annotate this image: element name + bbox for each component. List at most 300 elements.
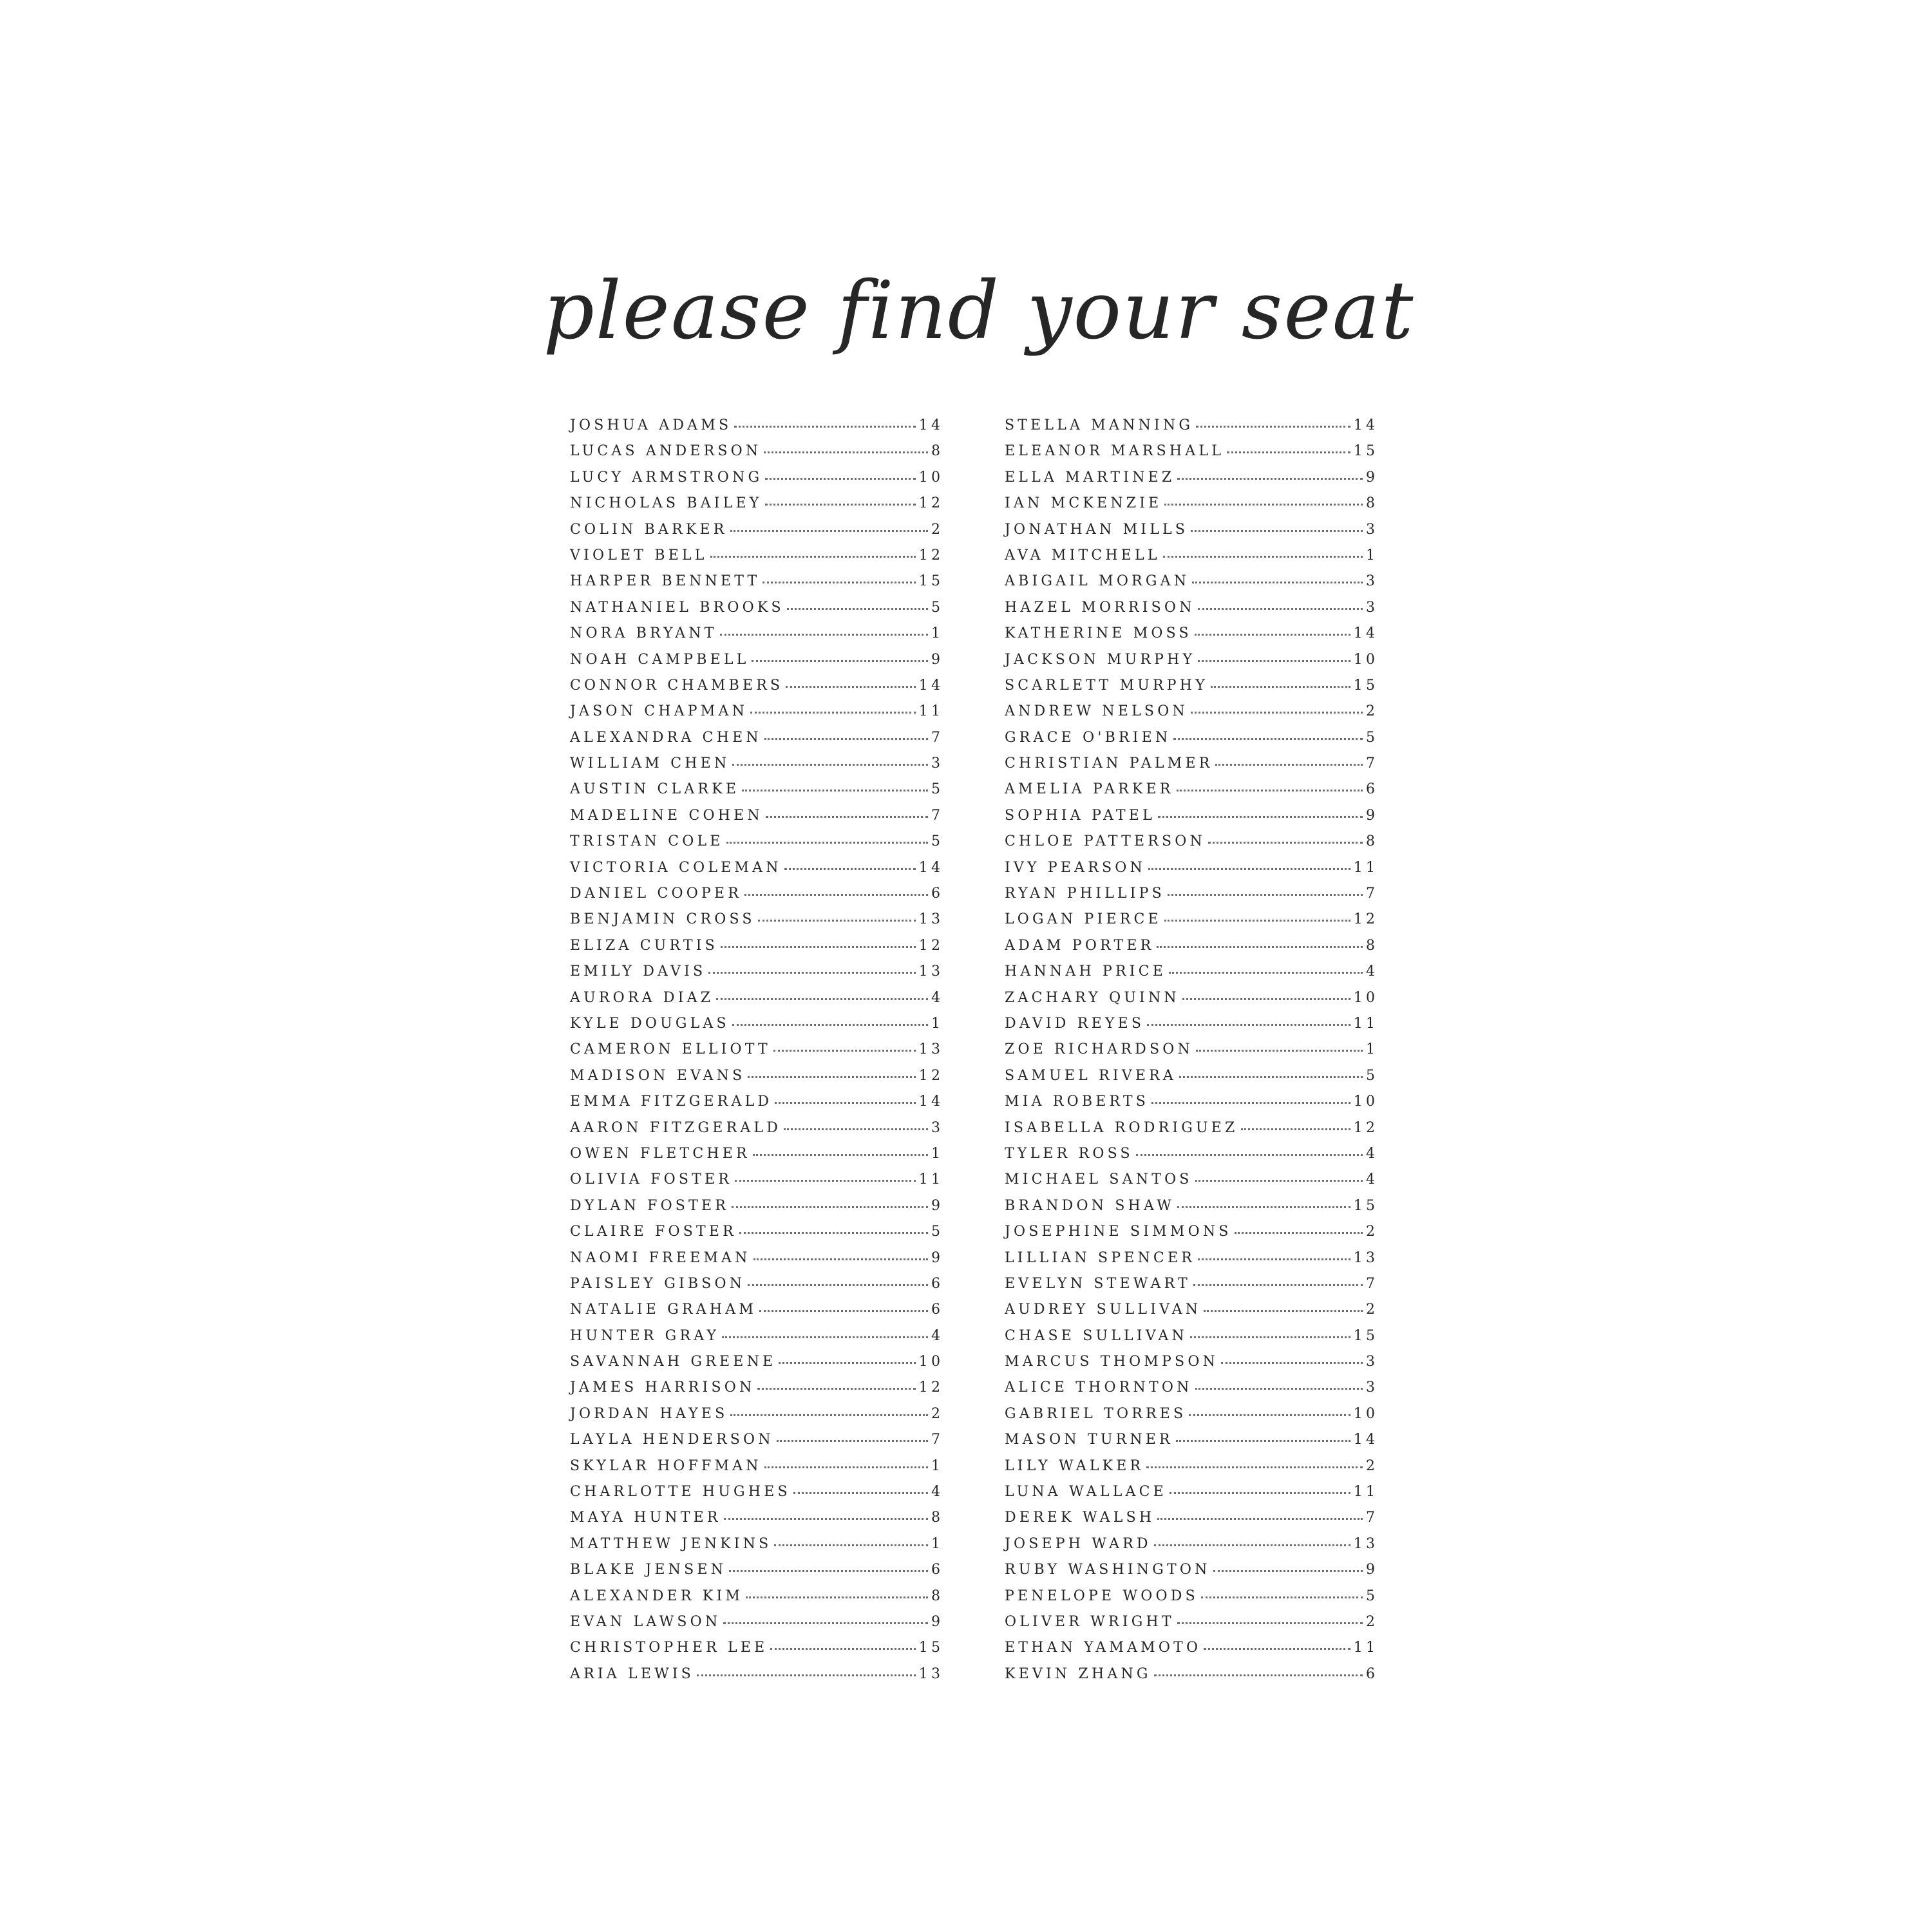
guest-row [570,1119,944,1146]
guest-name: CONNOR CHAMBERS [570,677,784,694]
guest-name: JONATHAN MILLS [1005,521,1189,538]
table-number: 5 [931,1224,944,1240]
table-number: 8 [1365,833,1379,850]
guest-row [570,755,944,781]
table-number: 1 [1365,1041,1379,1058]
table-number: 1 [931,625,944,642]
guest-row [1005,1457,1379,1484]
dot-leader [775,1102,916,1104]
guest-name: LUCAS ANDERSON [570,443,762,460]
dot-leader [752,660,928,662]
guest-row [1005,417,1379,443]
guest-row [570,781,944,807]
guest-column-left [570,417,944,1692]
guest-row [1005,703,1379,729]
dot-leader [1158,816,1363,818]
table-number: 8 [1365,937,1379,954]
dot-leader [765,478,916,480]
table-number: 2 [1365,1302,1379,1318]
table-number: 1 [931,1535,944,1552]
table-number: 13 [918,963,944,980]
dot-leader [710,556,916,558]
guest-name: VICTORIA COLEMAN [570,859,782,876]
guest-name: JOSHUA ADAMS [570,417,732,433]
table-number: 10 [1353,651,1379,668]
dot-leader [1182,998,1350,1000]
table-number: 12 [918,937,944,954]
table-number: 1 [1365,547,1379,564]
guest-name: KYLE DOUGLAS [570,1015,730,1032]
guest-name: NICHOLAS BAILEY [570,495,762,512]
table-number: 1 [931,1015,944,1032]
dot-leader [786,686,916,688]
page-title [543,258,1415,406]
guest-name: EVAN LAWSON [570,1613,721,1630]
dot-leader [1196,1050,1363,1052]
table-number: 12 [1353,911,1379,928]
guest-row [1005,547,1379,573]
guest-row [1005,1249,1379,1276]
guest-name: IVY PEARSON [1005,859,1146,876]
guest-row [1005,1562,1379,1587]
table-number: 4 [1365,1171,1379,1188]
guest-row [1005,729,1379,755]
table-number: 9 [1365,807,1379,824]
dot-leader [732,1024,928,1026]
guest-row [570,1249,944,1276]
guest-row [1005,1587,1379,1614]
table-number: 14 [918,417,944,433]
guest-row [1005,1432,1379,1457]
guest-row [570,1613,944,1640]
guest-name: EMILY DAVIS [570,963,706,980]
guest-name: JACKSON MURPHY [1005,651,1196,668]
dot-leader [732,1206,928,1208]
dot-leader [1164,504,1363,506]
dot-leader [1215,764,1363,766]
dot-leader [724,1518,928,1520]
dot-leader [1208,842,1363,844]
guest-row [1005,599,1379,625]
dot-leader [1177,790,1363,791]
guest-row [1005,1094,1379,1119]
guest-name: HARPER BENNETT [570,573,761,590]
dot-leader [1176,1440,1350,1442]
guest-name: DAVID REYES [1005,1015,1145,1032]
table-number: 7 [931,807,944,824]
dot-leader [784,868,916,870]
dot-leader [735,1180,916,1182]
dot-leader [1191,712,1363,714]
dot-leader [1204,1310,1363,1312]
table-number: 2 [1365,703,1379,720]
table-number: 2 [931,1405,944,1422]
table-number: 12 [1353,1119,1379,1136]
table-number: 10 [1353,1094,1379,1110]
guest-name: AURORA DIAZ [570,989,714,1006]
table-number: 9 [931,1197,944,1214]
guest-row [570,729,944,755]
table-number: 14 [1353,417,1379,433]
dot-leader [739,1232,928,1234]
dot-leader [732,764,928,766]
dot-leader [774,1544,928,1546]
guest-name: SAMUEL RIVERA [1005,1067,1177,1084]
table-number: 7 [931,1432,944,1448]
guest-name: SOPHIA PATEL [1005,807,1155,824]
table-number: 2 [1365,1613,1379,1630]
guest-row [1005,1327,1379,1354]
guest-name: CHRISTOPHER LEE [570,1640,768,1656]
guest-name: JOSEPHINE SIMMONS [1005,1224,1232,1240]
dot-leader [773,1050,916,1052]
table-number: 15 [918,573,944,590]
guest-name: JORDAN HAYES [570,1405,728,1422]
table-number: 2 [1365,1224,1379,1240]
dot-leader [1189,1414,1350,1416]
guest-name: MADISON EVANS [570,1067,746,1084]
guest-name: ARIA LEWIS [570,1665,695,1682]
table-number: 14 [918,1094,944,1110]
dot-leader [1193,1284,1363,1286]
table-number: 11 [1353,1015,1379,1032]
dot-leader [1147,1024,1350,1026]
guest-name: ELIZA CURTIS [570,937,718,954]
dot-leader [1198,660,1350,662]
guest-name: OLIVIA FOSTER [570,1171,733,1188]
guest-row [570,1587,944,1614]
table-number: 7 [1365,1510,1379,1526]
guest-row [1005,755,1379,781]
table-number: 6 [931,886,944,902]
guest-row [570,886,944,911]
dot-leader [1177,1622,1363,1624]
guest-row [570,1094,944,1119]
guest-row [570,1379,944,1405]
dot-leader [764,738,928,740]
guest-name: VIOLET BELL [570,547,708,564]
guest-row [1005,1197,1379,1224]
guest-row [1005,1015,1379,1041]
table-number: 3 [1365,1379,1379,1396]
guest-row [570,677,944,703]
dot-leader [753,1154,928,1156]
guest-row [1005,1613,1379,1640]
guest-name: ZACHARY QUINN [1005,989,1180,1006]
guest-name: ANDREW NELSON [1005,703,1188,720]
dot-leader [1221,1362,1363,1364]
table-number: 9 [1365,469,1379,486]
dot-leader [730,530,928,532]
guest-name: CHRISTIAN PALMER [1005,755,1213,772]
table-number: 10 [1353,1405,1379,1422]
guest-name: GABRIEL TORRES [1005,1405,1187,1422]
table-number: 2 [1365,1457,1379,1474]
guest-row [570,1197,944,1224]
table-number: 11 [918,1171,944,1188]
dot-leader [1154,1674,1363,1676]
table-number: 3 [1365,1354,1379,1370]
dot-leader [787,608,928,610]
guest-row [1005,989,1379,1016]
guest-row [570,1405,944,1432]
dot-leader [1157,946,1363,948]
table-number: 14 [918,677,944,694]
guest-row [570,1067,944,1094]
guest-name: DYLAN FOSTER [570,1197,729,1214]
guest-row [570,651,944,677]
guest-name: RUBY WASHINGTON [1005,1562,1211,1578]
table-number: 9 [931,1613,944,1630]
guest-name: RYAN PHILLIPS [1005,886,1165,902]
table-number: 6 [931,1562,944,1578]
guest-name: CHARLOTTE HUGHES [570,1484,791,1501]
table-number: 2 [931,521,944,538]
guest-name: MARCUS THOMPSON [1005,1354,1218,1370]
guest-name: AVA MITCHELL [1005,547,1160,564]
guest-name: TRISTAN COLE [570,833,724,850]
table-number: 14 [1353,625,1379,642]
guest-name: MAYA HUNTER [570,1510,721,1526]
guest-row [570,469,944,495]
table-number: 12 [918,495,944,512]
guest-row [570,521,944,547]
guest-name: OLIVER WRIGHT [1005,1613,1175,1630]
dot-leader [720,634,928,636]
table-number: 15 [1353,1197,1379,1214]
guest-name: LILLIAN SPENCER [1005,1249,1195,1266]
dot-leader [750,712,916,714]
guest-name: PENELOPE WOODS [1005,1587,1198,1604]
table-number: 5 [1365,1587,1379,1604]
dot-leader [753,1258,928,1260]
dot-leader [770,1648,915,1650]
dot-leader [764,1466,928,1468]
guest-row [570,1432,944,1457]
dot-leader [759,1310,928,1312]
guest-name: EMMA FITZGERALD [570,1094,773,1110]
dot-leader [1192,582,1363,583]
guest-row [570,807,944,833]
dot-leader [722,1336,928,1338]
guest-row [1005,911,1379,937]
guest-name: LUNA WALLACE [1005,1484,1167,1501]
dot-leader [726,842,928,844]
guest-row [1005,1145,1379,1171]
guest-row [570,1145,944,1171]
guest-name: LUCY ARMSTRONG [570,469,763,486]
guest-name: ETHAN YAMAMOTO [1005,1640,1202,1656]
guest-name: ZOE RICHARDSON [1005,1041,1193,1058]
table-number: 3 [1365,521,1379,538]
table-number: 13 [918,1041,944,1058]
dot-leader [1136,1154,1363,1156]
guest-name: ABIGAIL MORGAN [1005,573,1190,590]
guest-row [570,937,944,963]
guest-name: BLAKE JENSEN [570,1562,727,1578]
dot-leader [1173,738,1363,740]
table-number: 11 [1353,1640,1379,1656]
guest-name: AUSTIN CLARKE [570,781,740,798]
guest-name: ELEANOR MARSHALL [1005,443,1225,460]
guest-row [1005,781,1379,807]
dot-leader [1164,920,1350,922]
table-number: 11 [1353,859,1379,876]
guest-row [1005,469,1379,495]
guest-name: ALICE THORNTON [1005,1379,1193,1396]
guest-row [570,1015,944,1041]
table-number: 1 [931,1145,944,1162]
table-number: 7 [1365,1275,1379,1292]
guest-row [570,1510,944,1535]
table-number: 3 [931,755,944,772]
dot-leader [1170,1492,1350,1494]
guest-name: OWEN FLETCHER [570,1145,750,1162]
guest-row [570,1535,944,1562]
dot-leader [1157,1518,1363,1520]
guest-name: NOAH CAMPBELL [570,651,750,668]
guest-row [570,989,944,1016]
guest-row [1005,1224,1379,1249]
guest-row [570,1665,944,1692]
guest-row [1005,1041,1379,1067]
dot-leader [1201,1596,1363,1598]
dot-leader [1151,1102,1350,1104]
guest-row [570,1457,944,1484]
table-number: 5 [931,833,944,850]
guest-row [570,573,944,599]
table-number: 8 [931,1510,944,1526]
guest-name: JOSEPH WARD [1005,1535,1151,1552]
guest-name: SKYLAR HOFFMAN [570,1457,762,1474]
table-number: 9 [931,1249,944,1266]
dot-leader [1179,1076,1363,1078]
dot-leader [730,1414,928,1416]
guest-row [570,1224,944,1249]
guest-name: AMELIA PARKER [1005,781,1174,798]
table-number: 10 [1353,989,1379,1006]
dot-leader [758,920,916,922]
table-number: 9 [1365,1562,1379,1578]
table-number: 15 [1353,677,1379,694]
guest-name: NAOMI FREEMAN [570,1249,751,1266]
guest-row [1005,573,1379,599]
guest-name: BENJAMIN CROSS [570,911,755,928]
guest-row [1005,807,1379,833]
dot-leader [716,998,928,1000]
guest-row [570,1484,944,1510]
guest-name: TYLER ROSS [1005,1145,1133,1162]
guest-row [570,1171,944,1197]
guest-name: JASON CHAPMAN [570,703,748,720]
dot-leader [729,1570,928,1572]
table-number: 3 [931,1119,944,1136]
table-number: 14 [1353,1432,1379,1448]
guest-row [1005,1171,1379,1197]
dot-leader [1154,1544,1350,1546]
guest-row [570,417,944,443]
table-number: 4 [1365,1145,1379,1162]
table-number: 12 [918,1067,944,1084]
guest-name: DEREK WALSH [1005,1510,1155,1526]
table-number: 12 [918,547,944,564]
table-number: 4 [931,1327,944,1344]
table-number: 5 [931,781,944,798]
table-number: 7 [931,729,944,746]
table-number: 4 [1365,963,1379,980]
guest-row [1005,859,1379,886]
guest-name: GRACE O'BRIEN [1005,729,1171,746]
guest-row [570,1640,944,1665]
dot-leader [766,816,928,818]
dot-leader [777,1440,928,1442]
guest-name: MASON TURNER [1005,1432,1173,1448]
guest-name: LAYLA HENDERSON [570,1432,774,1448]
guest-name: KATHERINE MOSS [1005,625,1192,642]
dot-leader [779,1362,916,1364]
guest-row [1005,1067,1379,1094]
table-number: 6 [931,1302,944,1318]
guest-column-right [1005,417,1379,1692]
guest-name: ELLA MARTINEZ [1005,469,1175,486]
guest-name: MATTHEW JENKINS [570,1535,772,1552]
table-number: 12 [918,1379,944,1396]
dot-leader [757,1388,915,1390]
table-number: 7 [1365,755,1379,772]
guest-name: CLAIRE FOSTER [570,1224,737,1240]
table-number: 10 [918,469,944,486]
guest-row [1005,1354,1379,1379]
guest-row [1005,1640,1379,1665]
dot-leader [1177,1206,1350,1208]
table-number: 14 [918,859,944,876]
guest-name: SCARLETT MURPHY [1005,677,1208,694]
table-number: 15 [1353,1327,1379,1344]
guest-name: SAVANNAH GREENE [570,1354,777,1370]
dot-leader [723,1622,928,1624]
guest-row [1005,1379,1379,1405]
table-number: 13 [918,1665,944,1682]
guest-row [1005,625,1379,651]
dot-leader [744,894,928,896]
table-number: 15 [918,1640,944,1656]
dot-leader [1198,1258,1350,1260]
guest-row [570,703,944,729]
table-number: 13 [918,911,944,928]
table-number: 8 [931,443,944,460]
script-title-svg [543,258,1415,406]
dot-leader [1196,426,1350,428]
table-number: 13 [1353,1535,1379,1552]
guest-name: ISABELLA RODRIGUEZ [1005,1119,1238,1136]
guest-row [1005,1665,1379,1692]
table-number: 10 [918,1354,944,1370]
table-number: 8 [1365,495,1379,512]
guest-name: MIA ROBERTS [1005,1094,1150,1110]
dot-leader [784,1128,928,1130]
dot-leader [762,582,915,583]
guest-row [570,1354,944,1379]
guest-name: NATALIE GRAHAM [570,1302,757,1318]
dot-leader [1241,1128,1350,1130]
guest-name: ALEXANDRA CHEN [570,729,762,746]
guest-name: IAN MCKENZIE [1005,495,1162,512]
guest-row [1005,443,1379,469]
guest-row [1005,1510,1379,1535]
guest-name: LILY WALKER [1005,1457,1144,1474]
guest-name: HANNAH PRICE [1005,963,1166,980]
guest-row [570,859,944,886]
